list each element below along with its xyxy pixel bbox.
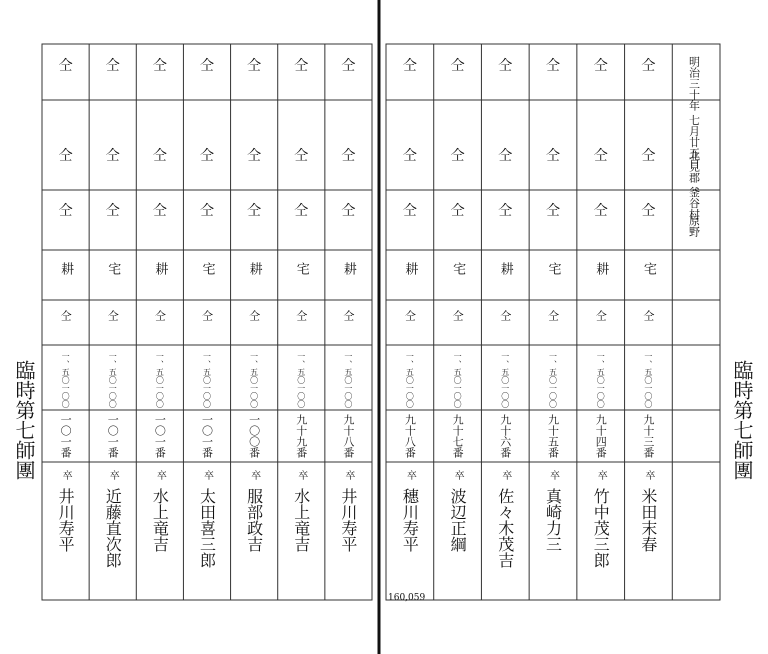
ditto-mark: 仝 xyxy=(498,203,513,219)
amount-cell: 一、五〇一〇〇 xyxy=(343,352,353,408)
date-header: 明治三十年 七月廿五日 xyxy=(687,56,701,170)
ledger-column xyxy=(400,58,419,552)
amount-cell: 一、五〇一〇〇 xyxy=(405,352,415,408)
ledger-column xyxy=(245,58,264,552)
soldier-name: 穗川寿平 xyxy=(400,488,420,552)
ditto-mark: 仝 xyxy=(593,58,608,74)
rank-label: 卒 xyxy=(295,470,307,480)
number-cell: 一〇〇番 xyxy=(247,414,261,458)
ledger-column xyxy=(198,58,217,568)
soldier-name: 波辺正綱 xyxy=(448,488,468,552)
spine-title-left: 臨時第七師團 xyxy=(12,360,36,480)
amount-cell: 一、五〇一〇〇 xyxy=(61,352,71,408)
ditto-mark: 仝 xyxy=(294,58,309,74)
ditto-mark: 仝 xyxy=(105,148,120,164)
number-cell: 一〇一番 xyxy=(200,414,214,458)
spine-title-right: 臨時第七師團 xyxy=(730,360,754,480)
status-cell: 耕 xyxy=(246,262,262,275)
rank-cell: 仝 xyxy=(106,310,120,321)
ditto-mark: 仝 xyxy=(200,58,214,74)
ditto-mark: 仝 xyxy=(450,58,465,74)
rank-label: 卒 xyxy=(60,470,72,480)
soldier-name: 米田末春 xyxy=(638,488,658,552)
amount-cell: 一、五〇一〇〇 xyxy=(155,352,165,408)
ledger-column xyxy=(339,58,358,552)
ditto-mark: 仝 xyxy=(641,203,656,219)
ditto-mark: 仝 xyxy=(402,58,417,74)
place-header: 原野 xyxy=(687,215,701,237)
status-cell: 宅 xyxy=(545,262,561,275)
rank-label: 卒 xyxy=(107,470,119,480)
amount-cell: 一、五〇一〇〇 xyxy=(202,352,212,408)
ditto-mark: 仝 xyxy=(546,203,560,219)
ledger-column xyxy=(150,58,169,552)
ditto-mark: 仝 xyxy=(450,203,465,219)
ditto-mark: 仝 xyxy=(402,148,417,164)
rank-cell: 仝 xyxy=(594,310,608,321)
rank-label: 卒 xyxy=(201,470,213,480)
ditto-mark: 仝 xyxy=(152,203,167,219)
rank-cell: 仝 xyxy=(498,310,512,321)
ditto-mark: 仝 xyxy=(341,203,356,219)
rank-cell: 仝 xyxy=(641,310,655,321)
rank-cell: 仝 xyxy=(341,310,355,321)
ditto-mark: 仝 xyxy=(294,148,309,164)
status-cell: 耕 xyxy=(58,262,74,275)
ditto-mark: 仝 xyxy=(247,203,262,219)
ledger-column xyxy=(103,58,122,568)
ditto-mark: 仝 xyxy=(152,58,167,74)
number-cell: 九十五番 xyxy=(546,414,560,458)
ditto-mark: 仝 xyxy=(200,203,214,219)
ditto-mark: 仝 xyxy=(641,58,656,74)
soldier-name: 佐々木茂吉 xyxy=(495,488,515,568)
ditto-mark: 仝 xyxy=(450,148,465,164)
ditto-mark: 仝 xyxy=(593,148,608,164)
amount-cell: 一、五〇一〇〇 xyxy=(596,352,606,408)
ditto-mark: 仝 xyxy=(58,58,73,74)
rank-label: 卒 xyxy=(642,470,654,480)
ditto-mark: 仝 xyxy=(152,148,167,164)
number-cell: 一〇一番 xyxy=(106,414,120,458)
rank-label: 卒 xyxy=(342,470,354,480)
unit-header: 北見郡 釜谷村 xyxy=(687,150,701,220)
number-cell: 九十六番 xyxy=(498,414,512,458)
ditto-mark: 仝 xyxy=(546,148,560,164)
ledger-column xyxy=(639,58,658,552)
ditto-mark: 仝 xyxy=(105,58,120,74)
ledger-column xyxy=(292,58,311,552)
soldier-name: 水上竜吉 xyxy=(150,488,170,552)
ditto-mark: 仝 xyxy=(341,58,356,74)
rank-cell: 仝 xyxy=(59,310,73,321)
number-cell: 九十四番 xyxy=(594,414,608,458)
ledger-column xyxy=(56,58,75,552)
status-cell: 耕 xyxy=(497,262,513,275)
soldier-name: 井川寿平 xyxy=(338,488,358,552)
rank-cell: 仝 xyxy=(200,310,214,321)
rank-label: 卒 xyxy=(154,470,166,480)
number-cell: 九十九番 xyxy=(294,414,308,458)
status-cell: 宅 xyxy=(105,262,121,275)
soldier-name: 近藤直次郎 xyxy=(103,488,123,568)
amount-cell: 一、五〇一〇〇 xyxy=(108,352,118,408)
amount-cell: 一、五〇一〇〇 xyxy=(500,352,510,408)
number-cell: 一〇一番 xyxy=(59,414,73,458)
ditto-mark: 仝 xyxy=(294,203,309,219)
ditto-mark: 仝 xyxy=(58,148,73,164)
number-cell: 九十七番 xyxy=(451,414,465,458)
rank-cell: 仝 xyxy=(546,310,560,321)
ditto-mark: 仝 xyxy=(58,203,73,219)
ledger-column xyxy=(591,58,610,568)
status-cell: 耕 xyxy=(152,262,168,275)
status-cell: 宅 xyxy=(640,262,656,275)
soldier-name: 服部政吉 xyxy=(244,488,264,552)
status-cell: 宅 xyxy=(199,262,215,275)
rank-cell: 仝 xyxy=(403,310,417,321)
amount-cell: 一、五〇一〇〇 xyxy=(296,352,306,408)
ditto-mark: 仝 xyxy=(641,148,656,164)
status-cell: 宅 xyxy=(293,262,309,275)
amount-cell: 一、五〇一〇〇 xyxy=(548,352,558,408)
status-cell: 耕 xyxy=(593,262,609,275)
ditto-mark: 仝 xyxy=(341,148,356,164)
rank-cell: 仝 xyxy=(451,310,465,321)
rank-cell: 仝 xyxy=(294,310,308,321)
rank-label: 卒 xyxy=(404,470,416,480)
soldier-name: 水上竜吉 xyxy=(291,488,311,552)
rank-label: 卒 xyxy=(248,470,260,480)
left-page xyxy=(42,44,372,600)
ditto-mark: 仝 xyxy=(105,203,120,219)
status-cell: 耕 xyxy=(340,262,356,275)
rank-cell: 仝 xyxy=(247,310,261,321)
soldier-name: 太田喜三郎 xyxy=(197,488,217,568)
rank-label: 卒 xyxy=(595,470,607,480)
number-cell: 九十三番 xyxy=(641,414,655,458)
ledger-column xyxy=(496,58,515,568)
amount-cell: 一、五〇一〇〇 xyxy=(643,352,653,408)
rank-cell: 仝 xyxy=(153,310,167,321)
ditto-mark: 仝 xyxy=(247,148,262,164)
right-page xyxy=(386,44,720,600)
number-cell: 九十八番 xyxy=(403,414,417,458)
status-cell: 宅 xyxy=(450,262,466,275)
ditto-mark: 仝 xyxy=(498,148,513,164)
number-cell: 九十八番 xyxy=(341,414,355,458)
ditto-mark: 仝 xyxy=(200,148,214,164)
ditto-mark: 仝 xyxy=(247,58,262,74)
soldier-name: 真崎力三 xyxy=(543,488,563,552)
ledger-column xyxy=(544,58,563,552)
number-cell: 一〇一番 xyxy=(153,414,167,458)
rank-label: 卒 xyxy=(547,470,559,480)
soldier-name: 井川寿平 xyxy=(56,488,76,552)
status-cell: 耕 xyxy=(402,262,418,275)
ledger-column xyxy=(448,58,467,552)
page-number: 160,059 xyxy=(388,593,426,603)
rank-label: 卒 xyxy=(499,470,511,480)
rank-label: 卒 xyxy=(452,470,464,480)
amount-cell: 一、五〇一〇〇 xyxy=(249,352,259,408)
ditto-mark: 仝 xyxy=(498,58,513,74)
soldier-name: 竹中茂三郎 xyxy=(591,488,611,568)
ditto-mark: 仝 xyxy=(546,58,560,74)
ditto-mark: 仝 xyxy=(402,203,417,219)
amount-cell: 一、五〇一〇〇 xyxy=(453,352,463,408)
ditto-mark: 仝 xyxy=(593,203,608,219)
